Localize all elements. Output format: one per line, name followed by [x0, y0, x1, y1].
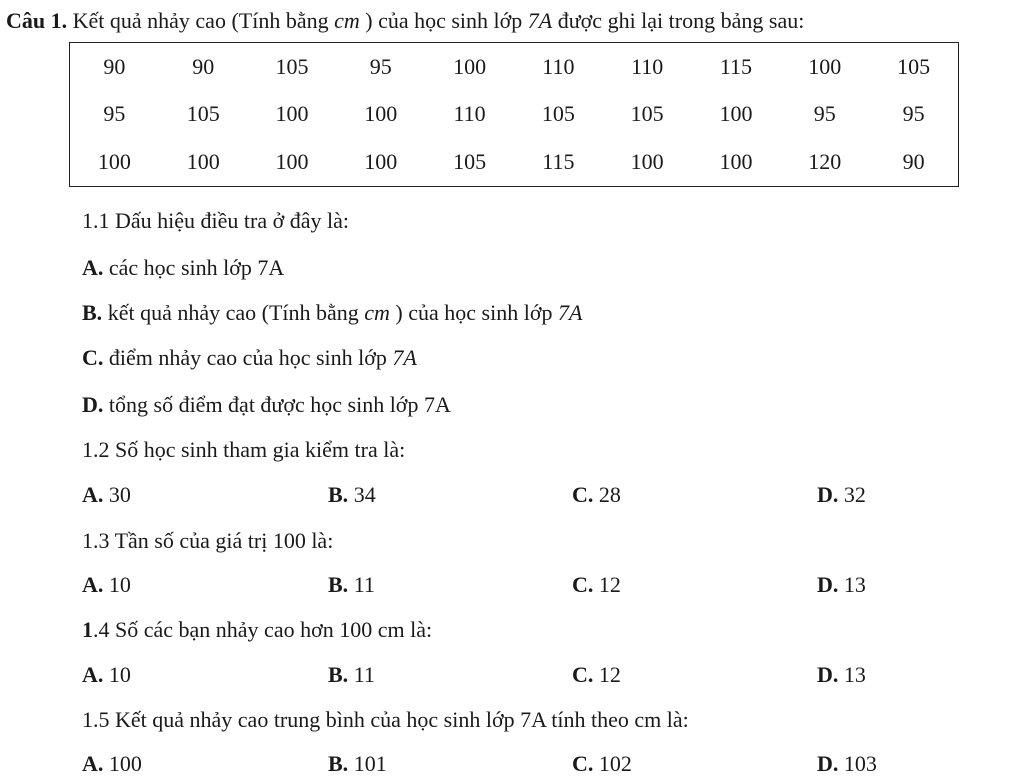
- q11-option-c[interactable]: [82, 345, 417, 371]
- table-cell: 95: [902, 101, 925, 127]
- table-cell: 100: [453, 53, 487, 79]
- option-label: C.: [572, 572, 594, 597]
- q14-prompt-text: .4 Số các bạn nhảy cao hơn 100 cm là:: [93, 617, 433, 642]
- option-value: 28: [593, 482, 621, 507]
- q11-option-c-label: C.: [82, 345, 104, 370]
- option-value: 13: [838, 572, 866, 597]
- q11-option-d-text: tổng số điểm đạt được học sinh lớp 7A: [103, 392, 451, 417]
- option-value: 11: [348, 572, 375, 597]
- option-value: 103: [838, 751, 877, 776]
- table-cell: 95: [103, 101, 126, 127]
- q14-option-b[interactable]: [328, 662, 375, 688]
- table-cell: 105: [453, 149, 487, 175]
- table-cell: 110: [453, 101, 486, 127]
- option-value: 102: [593, 751, 632, 776]
- q15-option-d[interactable]: [817, 751, 877, 777]
- option-label: C.: [572, 662, 594, 687]
- option-value: 12: [593, 572, 621, 597]
- option-label: B.: [328, 482, 349, 507]
- table-cell: 100: [364, 101, 398, 127]
- table-cell: 105: [186, 101, 220, 127]
- option-label: D.: [817, 751, 839, 776]
- q12-option-b[interactable]: [328, 482, 376, 508]
- table-cell: 100: [364, 149, 398, 175]
- option-label: D.: [817, 662, 839, 687]
- q15-option-a[interactable]: [82, 751, 142, 777]
- title-text-2: ) của học sinh lớp: [359, 8, 528, 33]
- title-text-1: Kết quả nhảy cao (Tính bằng: [67, 8, 335, 33]
- option-value: 101: [348, 751, 387, 776]
- option-value: 10: [103, 572, 131, 597]
- title-text-3: được ghi lại trong bảng sau:: [552, 8, 805, 33]
- option-label: A.: [82, 662, 104, 687]
- q12-prompt: 1.2 Số học sinh tham gia kiểm tra là:: [82, 437, 406, 462]
- q15-prompt: 1.5 Kết quả nhảy cao trung bình của học sinh lớp 7A tính theo cm là:: [82, 707, 689, 732]
- option-value: 11: [348, 662, 375, 687]
- table-cell: 100: [630, 149, 664, 175]
- table-cell: 100: [719, 149, 753, 175]
- option-value: 34: [348, 482, 376, 507]
- table-cell: 115: [719, 53, 753, 79]
- q14-prompt-number: 1: [82, 617, 93, 642]
- q14-option-c[interactable]: [572, 662, 621, 688]
- q13-prompt: 1.3 Tần số của giá trị 100 là:: [82, 528, 334, 553]
- table-cell: 95: [813, 101, 836, 127]
- q15-options: [82, 751, 982, 779]
- table-cell: 105: [897, 53, 931, 79]
- q15-option-b[interactable]: [328, 751, 387, 777]
- q12-option-d[interactable]: [817, 482, 866, 508]
- q13-options: [82, 572, 982, 600]
- q13-option-a[interactable]: [82, 572, 131, 598]
- option-label: A.: [82, 751, 104, 776]
- option-label: B.: [328, 751, 349, 776]
- q11-option-b-label: B.: [82, 300, 103, 325]
- option-value: 32: [838, 482, 866, 507]
- q14-option-d[interactable]: [817, 662, 866, 688]
- q11-option-b-unit: cm: [364, 300, 390, 325]
- option-label: A.: [82, 572, 104, 597]
- q14-option-a[interactable]: [82, 662, 131, 688]
- q12-options: [82, 482, 982, 510]
- question-number: Câu 1.: [6, 8, 68, 33]
- option-label: C.: [572, 482, 594, 507]
- q11-option-c-text: điểm nhảy cao của học sinh lớp: [103, 345, 393, 370]
- q11-option-b[interactable]: [82, 300, 582, 326]
- table-cell: 95: [369, 53, 392, 79]
- option-label: C.: [572, 751, 594, 776]
- title-class: 7A: [527, 8, 553, 33]
- option-value: 13: [838, 662, 866, 687]
- q11-option-b-class: 7A: [557, 300, 583, 325]
- option-value: 100: [103, 751, 142, 776]
- q11-option-a-text: các học sinh lớp 7A: [103, 255, 285, 280]
- table-cell: 115: [542, 149, 575, 175]
- q11-option-a[interactable]: [82, 255, 284, 281]
- q13-option-c[interactable]: [572, 572, 621, 598]
- table-cell: 100: [97, 149, 131, 175]
- table-cell: 110: [631, 53, 664, 79]
- option-label: B.: [328, 572, 349, 597]
- table-cell: 100: [719, 101, 753, 127]
- q12-option-c[interactable]: [572, 482, 621, 508]
- option-value: 10: [103, 662, 131, 687]
- table-cell: 100: [186, 149, 220, 175]
- question-title: [6, 8, 804, 34]
- option-label: D.: [817, 572, 839, 597]
- q11-option-b-text-1: kết quả nhảy cao (Tính bằng: [102, 300, 365, 325]
- q11-option-d[interactable]: [82, 392, 451, 418]
- option-value: 12: [593, 662, 621, 687]
- q14-options: [82, 662, 982, 690]
- q11-option-b-text-2: ) của học sinh lớp: [389, 300, 558, 325]
- option-label: B.: [328, 662, 349, 687]
- results-table: [69, 42, 959, 187]
- table-cell: 90: [192, 53, 215, 79]
- table-cell: 105: [275, 53, 309, 79]
- title-unit: cm: [334, 8, 360, 33]
- q13-option-d[interactable]: [817, 572, 866, 598]
- option-value: 30: [103, 482, 131, 507]
- table-cell: 105: [541, 101, 575, 127]
- table-row: [70, 91, 958, 139]
- option-label: D.: [817, 482, 839, 507]
- table-cell: 110: [542, 53, 575, 79]
- table-cell: 100: [275, 149, 309, 175]
- table-cell: 90: [902, 149, 925, 175]
- q11-option-a-label: A.: [82, 255, 104, 280]
- table-cell: 105: [630, 101, 664, 127]
- option-label: A.: [82, 482, 104, 507]
- table-row: [70, 138, 958, 186]
- q14-prompt: [82, 617, 432, 643]
- q12-option-a[interactable]: [82, 482, 131, 508]
- q13-option-b[interactable]: [328, 572, 375, 598]
- table-cell: 120: [808, 149, 842, 175]
- q15-option-c[interactable]: [572, 751, 632, 777]
- table-cell: 100: [275, 101, 309, 127]
- q11-option-c-class: 7A: [392, 345, 417, 370]
- table-cell: 90: [103, 53, 126, 79]
- table-row: [70, 43, 958, 91]
- q11-prompt: 1.1 Dấu hiệu điều tra ở đây là:: [82, 208, 349, 233]
- table-cell: 100: [808, 53, 842, 79]
- q11-option-d-label: D.: [82, 392, 104, 417]
